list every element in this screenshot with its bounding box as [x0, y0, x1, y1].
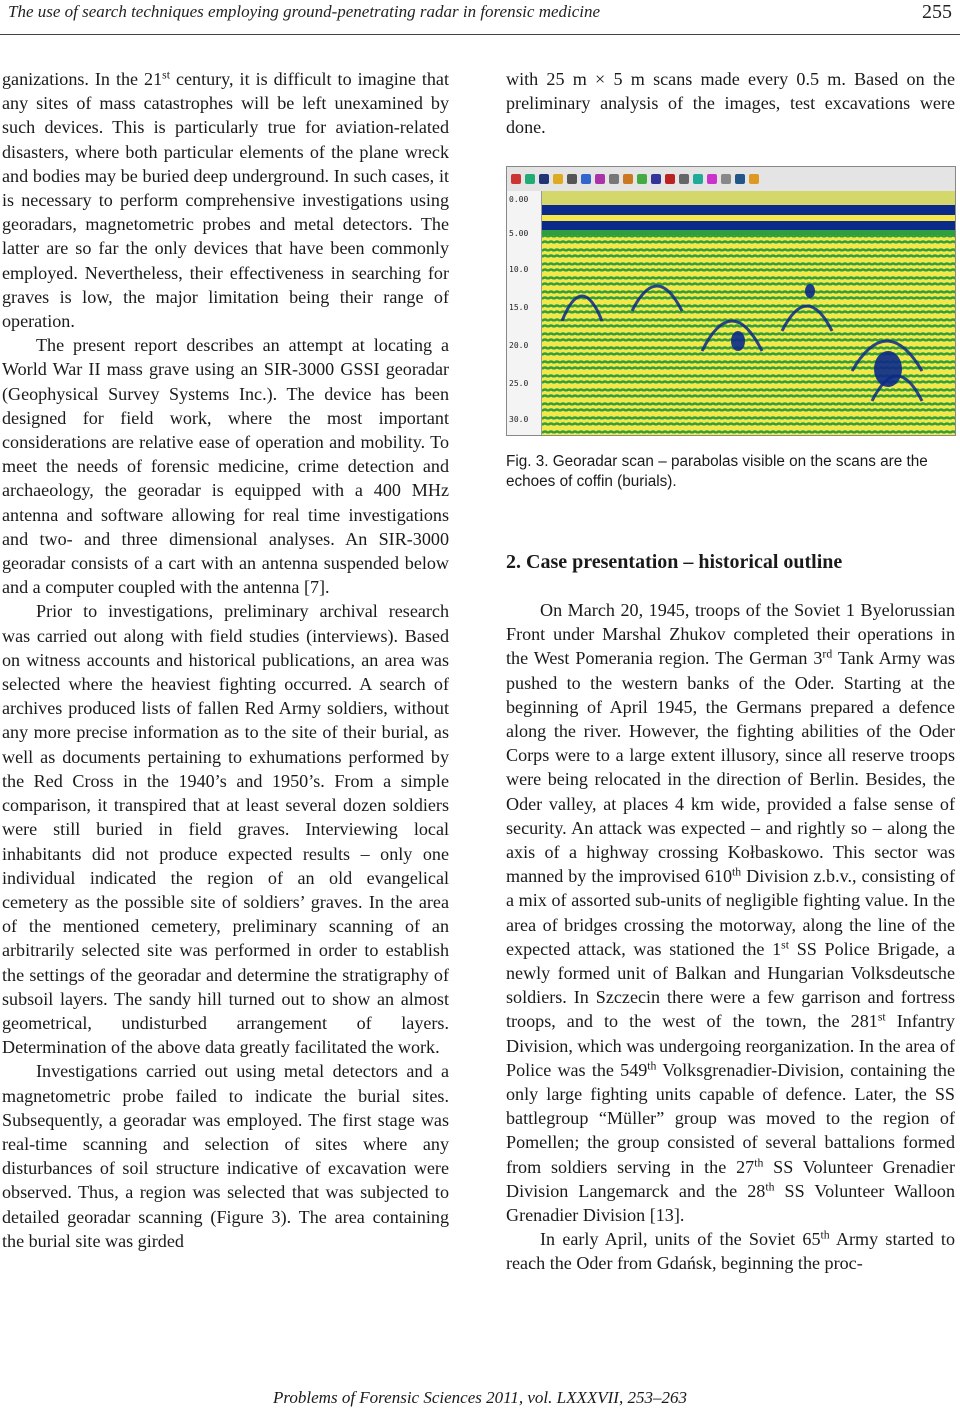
paragraph: Prior to investigations, preliminary archival research was carried out along with field studies (interviews). Based on witness accounts and historical publications, an area was selected where the heaviest fighting occurred. A search of archives produced lists of fallen Red Army soldiers, without any more precise information as to the site of their burial, as well as documents pertaining to exhumations performed by the Red Cross in the 1940’s and 1950’s. From a simple comparison, it transpired that at least several dozen soldiers were still buried in field graves. Interviewing local inhabitants did not produce expected results – only one individual indicated the region of an old evangelical cemetery as the possible site of soldiers’ graves. In the area of the mentioned cemetery, preliminary scanning of an arbitrarily selected site was performed in order to establish the settings of the georadar and determine the stratigraphy of subsoil layers. The sandy hill turned out to show an almost geometrical, undisturbed arrangement of layers. Determination of the above data greatly facilitated the work.: [2, 601, 449, 1058]
paragraph: On March 20, 1945, troops of the Soviet 1 Byelorussian Front under Marshal Zhukov completed their operations in the West Pomerania region. The German 3rd Tank Army was pushed to the western banks of the Oder. Starting at the beginning of April 1945, the Germans prepared a defence along the river. However, the fighting abilities of the Oder Corps were to a large extent illusory, since all reserve troops were being relocated in the direction of Berlin. Besides, the Oder valley, at places 4 km wide, provided a false sense of security. An attack was expected – and rightly so – along the axis of a highway crossing Kołbaskowo. This sector was manned by the improvised 610th Division z.b.v., consisting of a mix of assorted sub-units of negligible fighting value. In the area of bridges crossing the motorway, along the line of the expected attack, was stationed the 1st SS Police Brigade, a newly formed unit of Balkan and Hungarian Volksdeutsche soldiers. In Szczecin there were a few garrison and fortress troops, and to the west of the town, the 281st Infantry Division, which was undergoing reorganization. In the area of Police was the 549th Volksgrenadier-Division, containing the only large fighting units capable of defence. Later, the SS battlegroup “Müller” group was moved to the region of Pomellen; the group consisted of several battalions formed from soldiers serving in the 27th SS Volunteer Grenadier Division Langemarck and the 28th SS Volunteer Walloon Grenadier Division [13].: [506, 600, 955, 1226]
depth-tick-label: 0.00: [509, 195, 529, 204]
scan-toolbar: [507, 167, 955, 192]
section-heading: 2. Case presentation – historical outline: [506, 551, 843, 573]
depth-tick-label: 20.0: [509, 341, 529, 350]
paragraph: with 25 m × 5 m scans made every 0.5 m. Based on the preliminary analysis of the images, test excavations were done.: [506, 69, 955, 138]
toolbar-icon: [595, 174, 605, 184]
paragraph: The present report describes an attempt at locating a World War II mass grave using an SIR-3000 GSSI georadar (Geophysical Survey Systems Inc.). The device has been designed for field work, where the most important considerations are relative ease of operation and mobility. To meet the needs of forensic medicine, crime detection and archaeology, the georadar is equipped with a 400 MHz antenna and software allowing for real time investigations and two- and three dimensional analyses. An SIR-3000 georadar consists of a cart with an antenna suspended below and a computer coupled with the antenna [7].: [2, 335, 449, 598]
figure-caption: Fig. 3. Georadar scan – parabolas visible on the scans are the echoes of coffin (burials).: [506, 453, 928, 490]
toolbar-icon: [525, 174, 535, 184]
journal-footer: Problems of Forensic Sciences 2011, vol. LXXXVII, 253–263: [273, 1388, 687, 1407]
toolbar-icon: [721, 174, 731, 184]
toolbar-icon: [581, 174, 591, 184]
header-divider: [0, 34, 960, 35]
paragraph: ganizations. In the 21st century, it is difficult to imagine that any sites of mass catastrophes will be left unexamined by such devices. This is particularly true for aviation-related disasters, where both particular elements of the plane wreck and bodies may be buried deep underground. In such cases, it is necessary to perform comprehensive investigations using georadars, magnetometric probes and metal detectors. The latter are so far the only devices that have been commonly employed. Nevertheless, their effectiveness in searching for graves is low, the major limitation being their range of operation.: [2, 68, 449, 332]
georadar-scan-figure: [506, 166, 956, 436]
right-column-body: [506, 598, 955, 1276]
toolbar-icon: [553, 174, 563, 184]
running-header-title: The use of search techniques employing ground-penetrating radar in forensic medicine: [8, 2, 601, 21]
depth-tick-label: 30.0: [509, 415, 529, 424]
toolbar-icon: [665, 174, 675, 184]
paragraph: In early April, units of the Soviet 65th Army started to reach the Oder from Gdańsk, beginning the proc-: [506, 1228, 955, 1274]
page-number: 255: [922, 1, 952, 23]
toolbar-icon: [749, 174, 759, 184]
depth-tick-label: 5.00: [509, 229, 529, 238]
toolbar-icon: [735, 174, 745, 184]
toolbar-icon: [637, 174, 647, 184]
toolbar-icon: [623, 174, 633, 184]
toolbar-icon: [693, 174, 703, 184]
toolbar-icon: [567, 174, 577, 184]
paragraph: Investigations carried out using metal detectors and a magnetometric probe failed to indicate the burial sites. Subsequently, a georadar was employed. The first stage was real-time scanning and selection of sites where any disturbances of soil structure indicative of excavation were observed. Thus, a region was selected that was subjected to detailed georadar scanning (Figure 3). The area containing the burial site was girded: [2, 1061, 449, 1251]
radargram-image: [542, 191, 955, 435]
right-column-intro: [506, 67, 955, 140]
left-column: [2, 67, 449, 1253]
toolbar-icon: [539, 174, 549, 184]
toolbar-icon: [651, 174, 661, 184]
toolbar-icon: [707, 174, 717, 184]
toolbar-icon: [679, 174, 689, 184]
toolbar-icon: [609, 174, 619, 184]
depth-tick-label: 10.0: [509, 265, 529, 274]
toolbar-icon: [511, 174, 521, 184]
depth-tick-label: 25.0: [509, 379, 529, 388]
depth-tick-label: 15.0: [509, 303, 529, 312]
depth-axis: [507, 191, 542, 435]
